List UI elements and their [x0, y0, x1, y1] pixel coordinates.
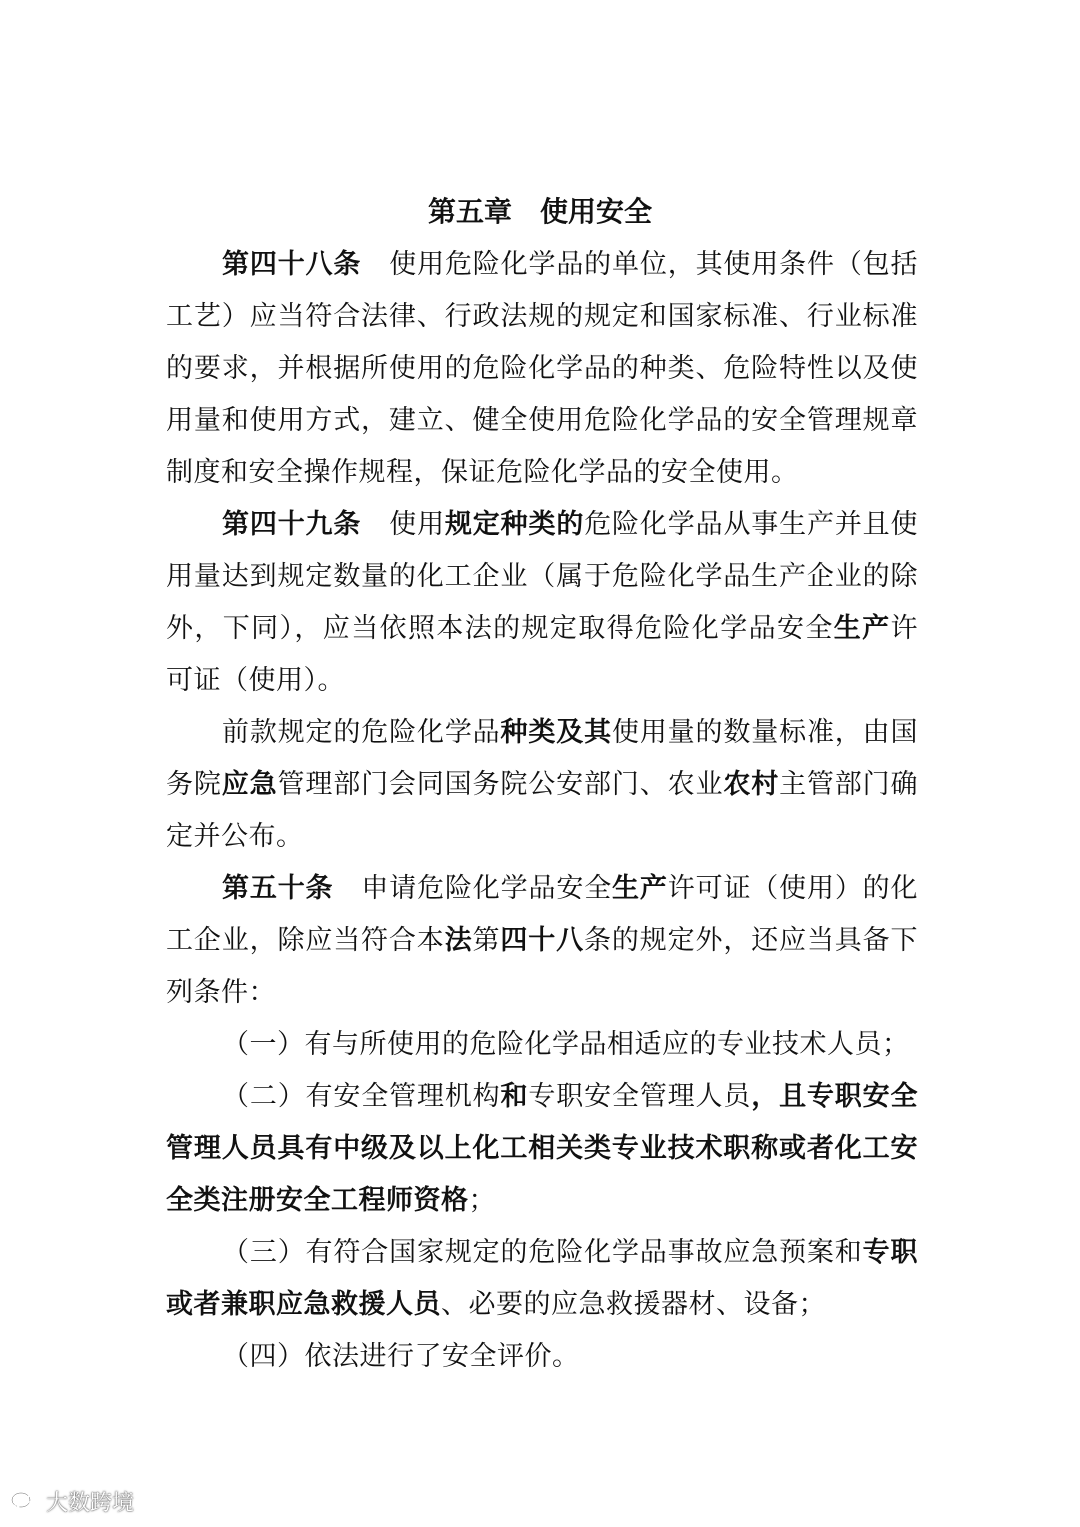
- watermark-text: 大数跨境: [46, 1490, 135, 1516]
- article-50-text-2: 生产: [612, 873, 668, 904]
- article-49-p2-text-2: 种类及其: [500, 717, 612, 748]
- condition-3-text-2: 专职或者兼职应急救援人员: [166, 1237, 919, 1320]
- article-49: [166, 499, 918, 707]
- article-50-text-4: 法: [444, 925, 473, 956]
- condition-2: [166, 1071, 918, 1227]
- condition-2-text-1: （二）有安全管理机构: [222, 1081, 501, 1112]
- condition-1-text: （一）有与所使用的危险化学品相适应的专业技术人员；: [222, 1029, 910, 1060]
- watermark: [10, 1484, 134, 1518]
- article-body: [166, 239, 918, 1383]
- article-50-text-7: 条的规定外，还应当具备下列条件：: [166, 925, 919, 1008]
- article-49-text-2: 规定种类的: [444, 509, 585, 540]
- article-50-number: 第五十条: [222, 873, 334, 904]
- article-49-text-4: 生产: [833, 613, 891, 644]
- speech-bubble-logo-icon: [10, 1490, 40, 1512]
- article-49-text-1: 使用: [389, 509, 445, 540]
- article-48-text: 使用危险化学品的单位，其使用条件（包括工艺）应当符合法律、行政法规的规定和国家标准、行业标准的要求，并根据所使用的危险化学品的种类、危险特性以及使用量和使用方式，建立、健全使用危险化学品的安全管理规章制度和安全操作规程，保证危险化学品的安全使用。: [166, 249, 919, 488]
- condition-3: [166, 1227, 918, 1331]
- article-50-text-3: 许可证（使用）的化工企业，除应当符合本: [166, 873, 919, 956]
- condition-1: [166, 1019, 918, 1071]
- condition-4: [166, 1331, 918, 1383]
- article-48: [166, 239, 918, 499]
- article-50: [166, 863, 918, 1019]
- condition-3-text-3: 、必要的应急救援器材、设备；: [441, 1289, 826, 1320]
- condition-3-text-1: （三）有符合国家规定的危险化学品事故应急预案和: [222, 1237, 863, 1268]
- article-48-number: 第四十八条: [222, 249, 362, 280]
- article-49-p2-text-4: 应急: [221, 769, 278, 800]
- article-49-p2-text-5: 管理部门会同国务院公安部门、农业: [277, 769, 724, 800]
- chapter-title: 第五章 使用安全: [427, 195, 652, 228]
- article-49-number: 第四十九条: [222, 509, 362, 540]
- article-49-p2-text-7: 主管部门确定并公布。: [166, 769, 919, 852]
- condition-2-text-2: 和: [500, 1081, 529, 1112]
- condition-2-text-5: ；: [468, 1185, 496, 1216]
- article-50-text-5: 第: [472, 925, 501, 956]
- article-50-text-6: 四十八: [500, 925, 585, 956]
- condition-2-text-4: ，且专职安全管理人员具有中级及以上化工相关类专业技术职称或者化工安全类注册安全工程师资格: [166, 1081, 919, 1216]
- article-50-text-1: 申请危险化学品安全: [361, 873, 613, 904]
- article-49-p2-text-3: 使用量的数量标准，由国务院: [166, 717, 919, 800]
- article-49-p2-text-6: 农村: [723, 769, 780, 800]
- article-49-text-5: 许可证（使用）。: [166, 613, 919, 696]
- article-49-p2-text-1: 前款规定的危险化学品: [222, 717, 501, 748]
- article-49-paragraph-2: [166, 707, 918, 863]
- condition-2-text-3: 专职安全管理人员: [528, 1081, 752, 1112]
- article-49-text-3: 危险化学品从事生产并且使用量达到规定数量的化工企业（属于危险化学品生产企业的除外，下同），应当依照本法的规定取得危险化学品安全: [166, 509, 919, 644]
- condition-4-text: （四）依法进行了安全评价。: [222, 1341, 580, 1372]
